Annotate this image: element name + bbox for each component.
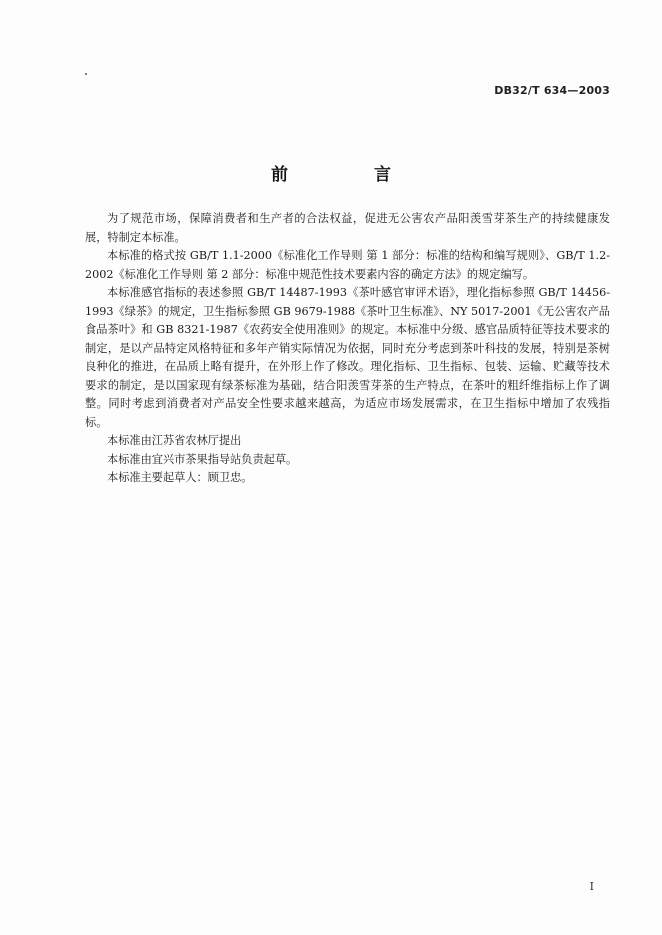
paragraph-purpose: 为了规范市场，保障消费者和生产者的合法权益，促进无公害农产品阳羡雪芽茶生产的持续健康发展，特制定本标准。 — [85, 212, 610, 244]
paragraph-drafter-org: 本标准由宜兴市茶果指导站负责起草。 — [107, 452, 298, 466]
page-title: 前 言 — [271, 165, 431, 185]
paragraph-format: 本标准的格式按 GB/T 1.1-2000《标准化工作导则 第 1 部分：标准的结构和编写规则》、GB/T 1.2-2002《标准化工作导则 第 2 部分：标准中规范性技术要素内容的确定方法》的规定编写。 — [85, 249, 610, 281]
paragraph-references: 本标准感官指标的表述参照 GB/T 14487-1993《茶叶感官审评术语》，理化指标参照 GB/T 14456-1993《绿茶》的规定，卫生指标参照 GB 9679-1988《茶叶卫生标准》、NY 5017-2001《无公害农产品 食品茶叶》和 GB 8321-1987《农药安全使用准则》的规定。本标准中分级、感官品质特征等技术要求的制定，是以产品特定风格特征和多年产销实际情况为依据，同时充分考虑到茶叶科技的发展，特别是茶树良种化的推进，在品质上略有提升，在外形上作了修改。理化指标、卫生指标、包装、运输、贮藏等技术要求的制定，是以国家现有绿茶标准为基础，结合阳羡雪芽茶的生产特点，在茶叶的粗纤维指标上作了调整。同时考虑到消费者对产品安全性要求越来越高，为适应市场发展需求，在卫生指标中增加了农残指标。 — [85, 286, 610, 429]
foreword-body — [85, 210, 610, 488]
paragraph-drafter-person: 本标准主要起草人：顾卫忠。 — [107, 471, 253, 484]
paragraph-proposer: 本标准由江苏省农林厅提出 — [107, 434, 242, 447]
scan-dot-mark — [85, 73, 87, 75]
page-number: I — [589, 880, 594, 893]
standard-code: DB32/T 634—2003 — [494, 84, 610, 97]
